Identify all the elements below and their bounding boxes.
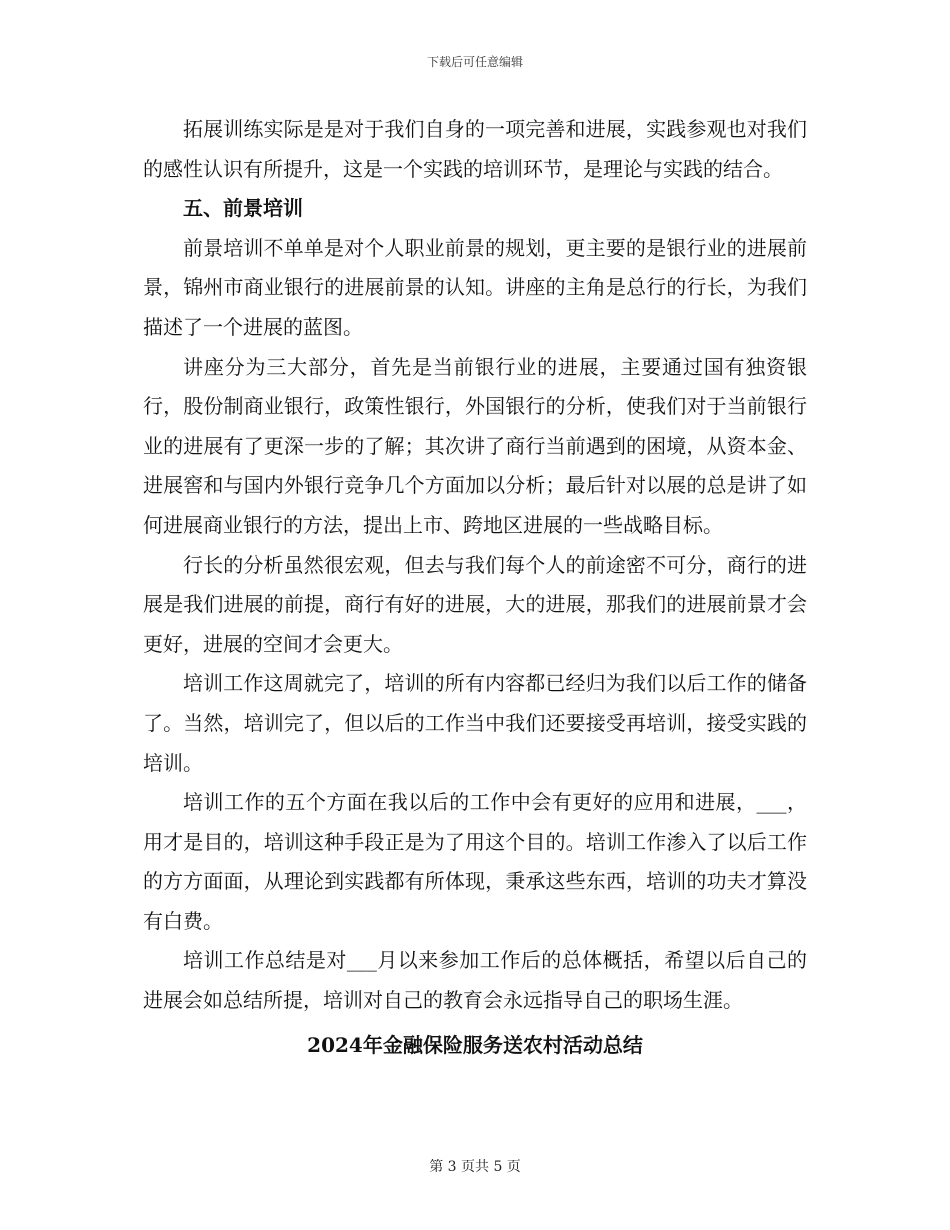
document-body: [143, 110, 807, 1065]
paragraph-training-complete: 培训工作这周就完了，培训的所有内容都已经归为我们以后工作的储备了。当然，培训完了，但以后的工作当中我们还要接受再培训，接受实践的培训。: [143, 671, 807, 775]
paragraph-summary: 培训工作总结是对___月以来参加工作后的总体概括，希望以后自己的进展会如总结所提，培训对自己的教育会永远指导自己的职场生涯。: [143, 948, 807, 1013]
page-footer: 第 3 页共 5 页: [429, 1159, 521, 1175]
next-document-title: 2024年金融保险服务送农村活动总结: [307, 1032, 643, 1057]
paragraph-prospect-intro: 前景培训不单单是对个人职业前景的规划，更主要的是银行业的进展前景，锦州市商业银行的进展前景的认知。讲座的主角是总行的行长，为我们描述了一个进展的蓝图。: [143, 235, 807, 339]
paragraph-expansion-training: 拓展训练实际是是对于我们自身的一项完善和进展，实践参观也对我们的感性认识有所提升，这是一个实践的培训环节，是理论与实践的结合。: [143, 117, 807, 181]
page-header: 下载后可任意编辑: [426, 55, 523, 69]
paragraph-lecture-parts: 讲座分为三大部分，首先是当前银行业的进展，主要通过国有独资银行，股份制商业银行，政策性银行，外国银行的分析，使我们对于当前银行业的进展有了更深一步的了解；其次讲了商行当前遇到的困境，从资本金、进展窖和与国内外银行竞争几个方面加以分析；最后针对以展的总是讲了如何进展商业银行的方法，提出上市、跨地区进展的一些战略目标。: [143, 354, 807, 537]
paragraph-five-aspects: 培训工作的五个方面在我以后的工作中会有更好的应用和进展，___，用才是目的，培训这种手段正是为了用这个目的。培训工作渗入了以后工作的方方面面，从理论到实践都有所体现，秉承这些东西，培训的功夫才算没有白费。: [143, 790, 807, 933]
paragraph-president-analysis: 行长的分析虽然很宏观，但去与我们每个人的前途密不可分，商行的进展是我们进展的前提，商行有好的进展，大的进展，那我们的进展前景才会更好，进展的空间才会更大。: [143, 552, 807, 656]
section-heading-prospect-training: 五、前景培训: [183, 196, 303, 221]
